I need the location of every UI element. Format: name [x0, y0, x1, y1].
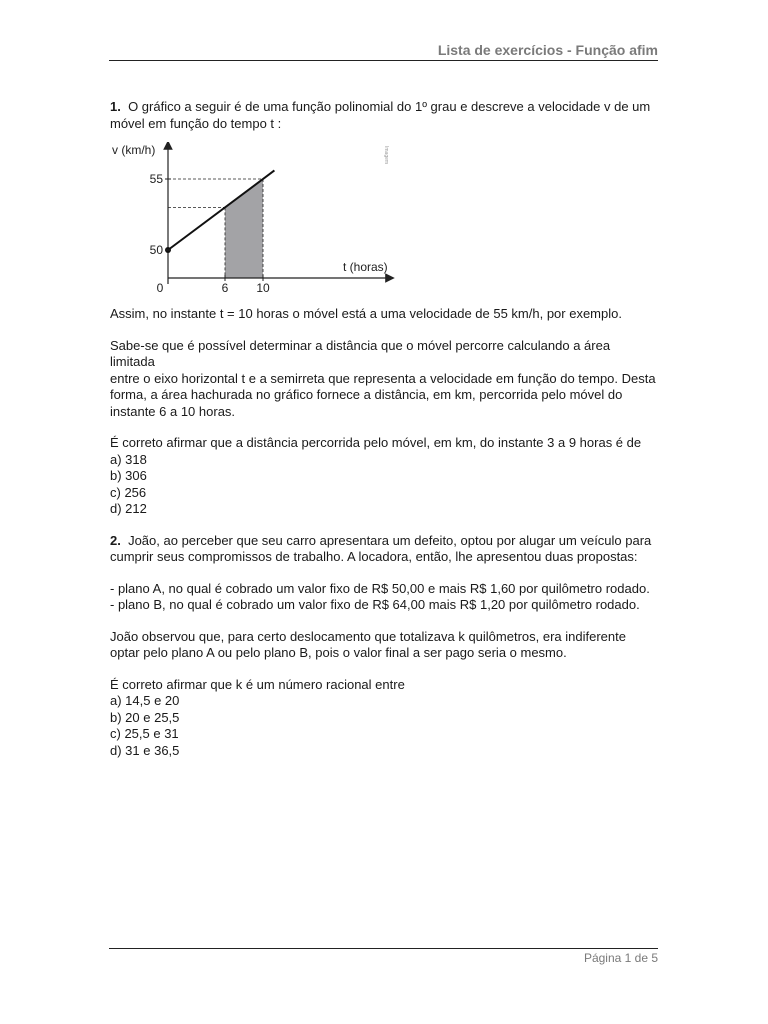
x-tick-label-6: 6 — [221, 281, 229, 294]
q1-example: Assim, no instante t = 10 horas o móvel está a uma velocidade de 55 km/h, por exemplo. — [110, 306, 622, 321]
q2-intro-line-1: João, ao perceber que seu carro apresentara um defeito, optou por alugar um veículo para — [128, 532, 652, 548]
q2-plan-a: - plano A, no qual é cobrado um valor fixo de R$ 50,00 e mais R$ 1,60 por quilômetro rodado. — [110, 580, 650, 596]
q2-question: É correto afirmar que k é um número racional entre — [110, 676, 405, 692]
chart-svg — [110, 142, 400, 294]
q1-intro-line-1: O gráfico a seguir é de uma função polinomial do 1º grau e descreve a velocidade v de um — [128, 99, 651, 114]
q2-plan-b: - plano B, no qual é cobrado um valor fixo de R$ 64,00 mais R$ 1,20 por quilômetro rodado. — [110, 597, 640, 612]
q1-intro-line-2: móvel em função do tempo t : — [110, 115, 282, 131]
q1-paragraph-line-4: instante 6 a 10 horas. — [110, 403, 236, 419]
q1-number: 1. — [110, 99, 121, 114]
q1-paragraph-line-2: entre o eixo horizontal t e a semirreta que representa a velocidade em função do tempo. Desta — [110, 370, 656, 386]
y-tick-label-50: 50 — [149, 243, 163, 257]
x-tick-label-10: 10 — [256, 281, 270, 294]
q2-option-b: b) 20 e 25,5 — [110, 709, 180, 725]
q2-intro — [110, 533, 658, 550]
velocity-chart — [110, 142, 400, 294]
q1-option-d: d) 212 — [110, 501, 147, 516]
q1-option-c: c) 256 — [110, 484, 147, 500]
x-axis-label: t (horas) — [343, 260, 388, 274]
q2-observation-line-2: optar pelo plano A ou pelo plano B, pois o valor final a ser pago seria o mesmo. — [110, 645, 567, 660]
q2-option-a: a) 14,5 e 20 — [110, 693, 180, 708]
footer-rule — [109, 948, 658, 949]
q1-question: É correto afirmar que a distância percorrida pelo móvel, em km, do instante 3 a 9 horas é de — [110, 435, 642, 450]
q2-intro-line-2: cumprir seus compromissos de trabalho. A locadora, então, lhe apresentou duas propostas: — [110, 549, 638, 564]
x-tick-label-0: 0 — [156, 281, 164, 294]
q2-option-c: c) 25,5 e 31 — [110, 726, 179, 741]
y-axis-label: v (km/h) — [112, 143, 156, 157]
header-rule — [109, 60, 658, 61]
image-watermark: Imagem — [383, 146, 389, 165]
y-tick-label-55: 55 — [149, 172, 163, 186]
q2-observation-line-1: João observou que, para certo deslocamento que totalizava k quilômetros, era indiferente — [110, 628, 626, 644]
page-content — [110, 99, 658, 759]
q1-paragraph-line-1: Sabe-se que é possível determinar a distância que o móvel percorre calculando a área limitada — [110, 337, 611, 369]
q1-option-a: a) 318 — [110, 451, 147, 467]
q2-number: 2. — [110, 532, 121, 548]
q1-intro — [110, 99, 658, 116]
q1-option-b: b) 306 — [110, 468, 147, 483]
header-title: Lista de exercícios - Função afim — [437, 42, 658, 58]
page-number: Página 1 de 5 — [583, 951, 658, 965]
q2-option-d: d) 31 e 36,5 — [110, 742, 180, 758]
q1-paragraph-line-3: forma, a área hachurada no gráfico fornece a distância, em km, percorrida pelo móvel do — [110, 387, 623, 402]
